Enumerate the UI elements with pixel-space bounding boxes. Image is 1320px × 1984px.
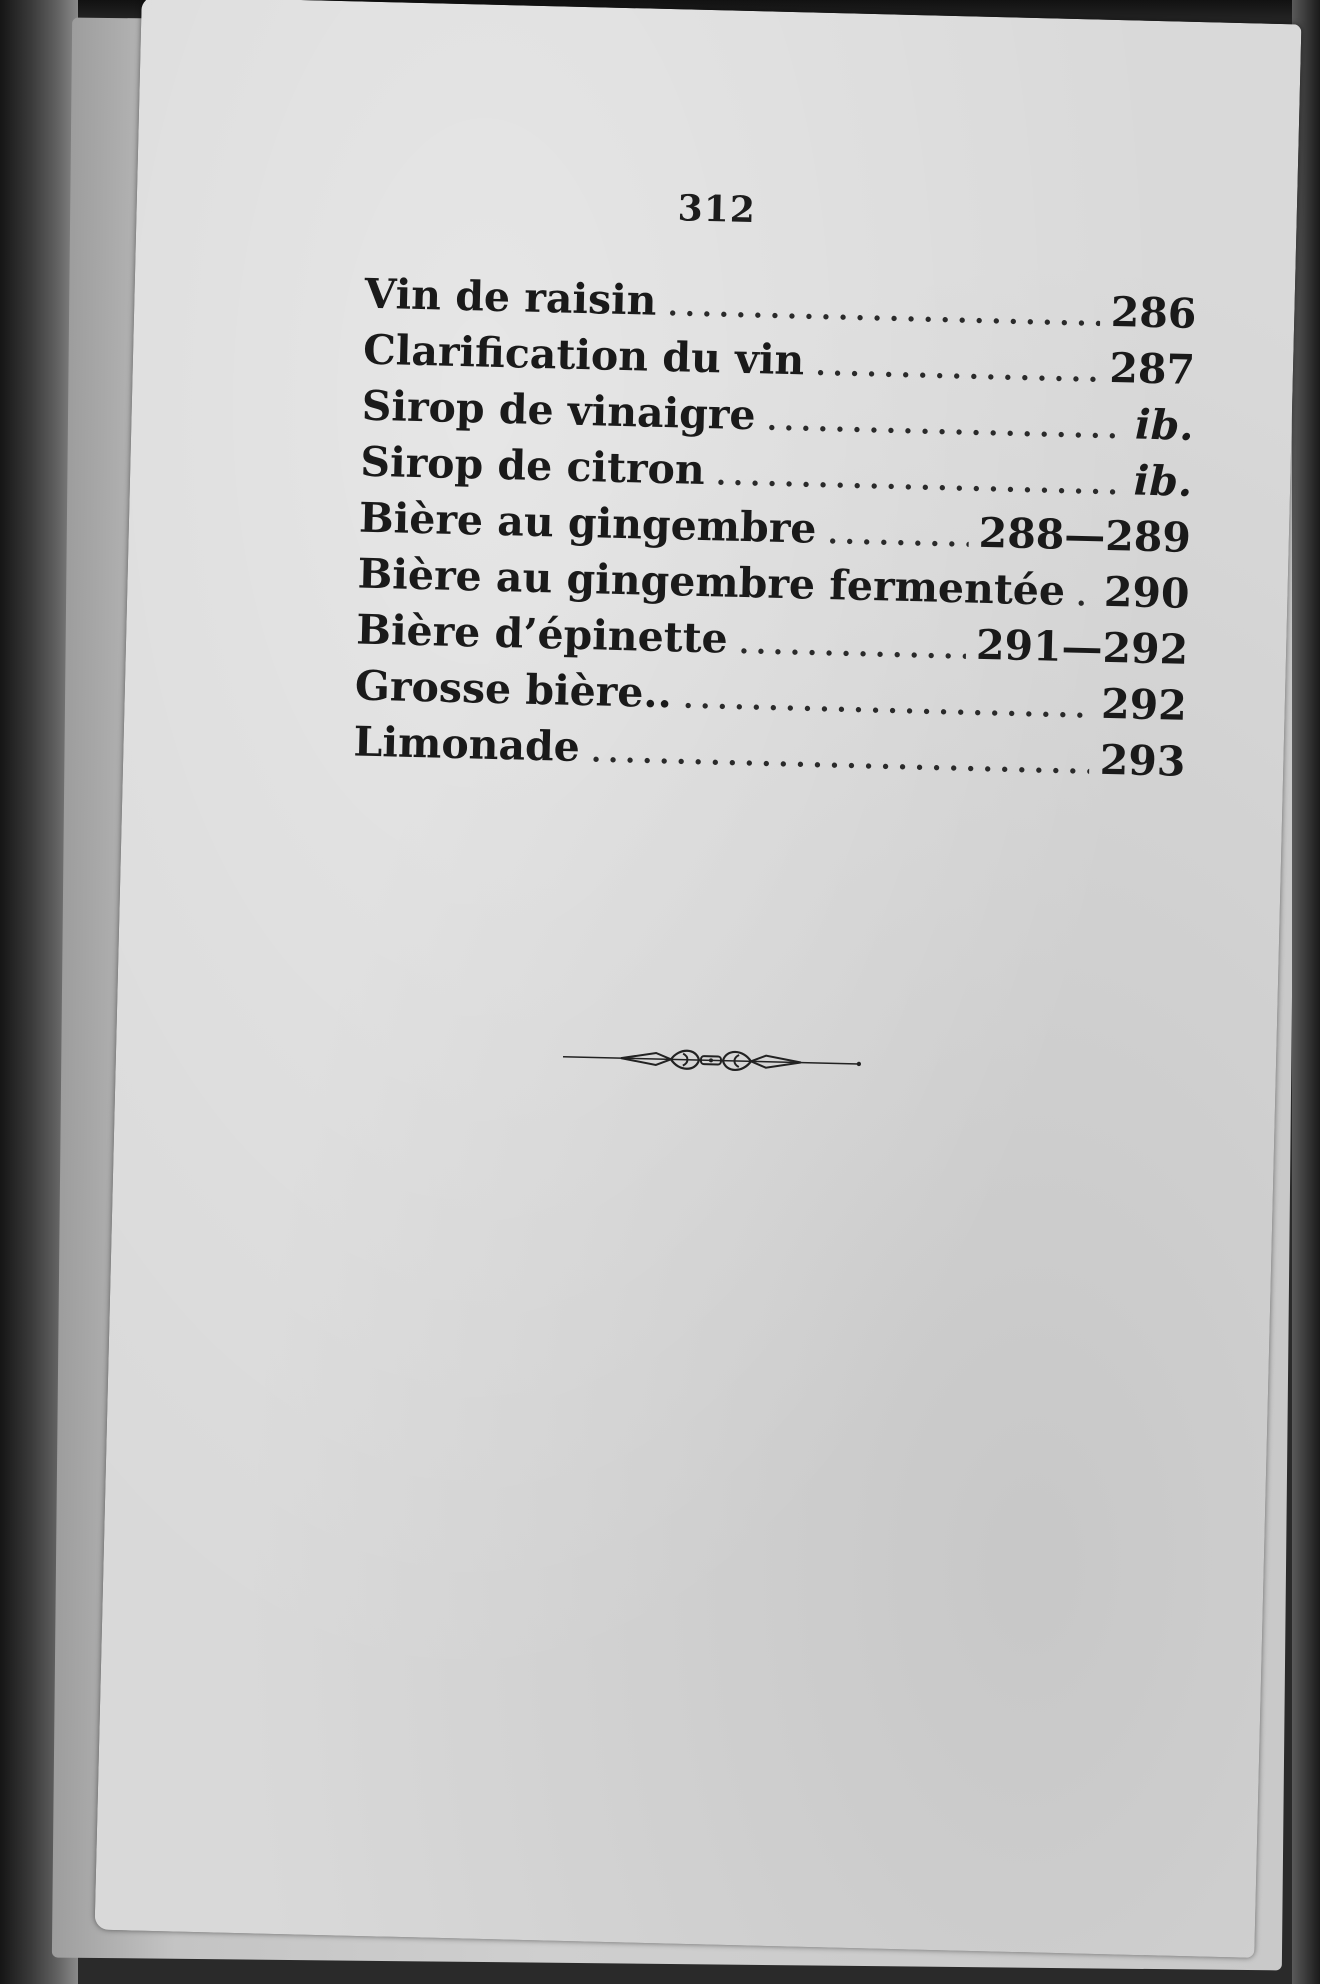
book-page — [95, 0, 1302, 1958]
dot-leader — [1074, 567, 1094, 615]
toc-entry-title: Limonade — [353, 717, 581, 772]
table-of-contents — [353, 270, 1197, 794]
dot-leader — [666, 277, 1101, 336]
dot-leader — [765, 391, 1124, 448]
toc-entry-title: Clarification du vin — [362, 325, 805, 385]
toc-entry-title: Grosse bière.. — [354, 661, 673, 718]
toc-entry-title: Vin de raisin — [364, 269, 658, 325]
toc-entry-page: 286 — [1110, 287, 1197, 338]
dot-leader — [737, 615, 967, 669]
dot-leader — [814, 337, 1100, 392]
toc-entry-page: ib. — [1134, 400, 1195, 450]
toc-entry-page: 292 — [1100, 679, 1188, 730]
dot-leader — [826, 505, 969, 556]
toc-entry-page: ib. — [1133, 456, 1193, 506]
toc-entry-title: Bière au gingembre — [358, 493, 818, 553]
toc-entry-page: 288—289 — [978, 508, 1192, 562]
dot-leader — [714, 446, 1123, 504]
toc-entry-title: Sirop de citron — [359, 437, 706, 495]
scan-right-edge — [1292, 0, 1320, 1984]
toc-entry-title: Bière d’épinette — [355, 605, 729, 663]
toc-entry-page: 290 — [1103, 567, 1191, 618]
fleuron-ornament-icon — [561, 1037, 862, 1084]
toc-entry-title: Sirop de vinaigre — [361, 381, 757, 440]
page-number: 312 — [677, 187, 757, 232]
dot-leader — [681, 670, 1091, 728]
toc-entry-page: 287 — [1108, 343, 1196, 394]
toc-entry-page: 291—292 — [975, 620, 1189, 674]
toc-entry-page: 293 — [1099, 735, 1186, 786]
toc-entry-title: Bière au gingembre fermentée — [357, 549, 1066, 615]
